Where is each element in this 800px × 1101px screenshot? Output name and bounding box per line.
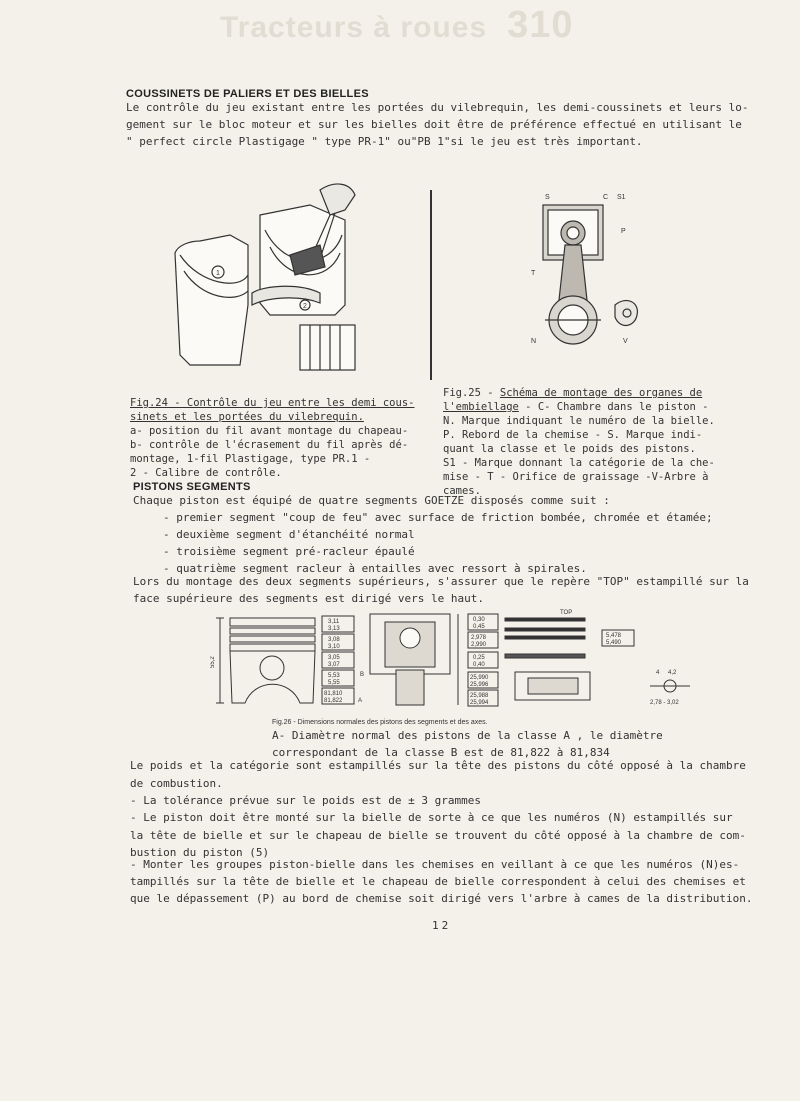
fig26-seg-dim: 25,990 [470, 675, 489, 681]
fig26-note-line: correspondant de la classe B est de 81,822 à 81,834 [272, 746, 610, 759]
fig25-caption: Fig.25 - Schéma de montage des organes de l'embiellage - C- Chambre dans le piston - N. Marque indiquant le numéro de la bielle. P. Rebord de la chemise - S. Marque indi- quant la classe et le poids des pistons. S1 - Marque donnant la catégorie de la che- mise - T - Orifice de graissage -V-Arbre à cames. [443, 387, 715, 497]
fig26-top-label: TOP [560, 610, 573, 616]
paragraph-line: - Le piston doit être monté sur la bielle de sorte à ce que les numéros (N) estampillés sur [130, 811, 733, 824]
fig26-seg-dim: 25,988 [470, 693, 489, 699]
fig26-dim: 3,08 [328, 637, 340, 643]
fig24-label: 1 [216, 270, 220, 277]
fig26-dim: 5,55 [328, 680, 340, 686]
fig25-label-s: S [545, 194, 550, 201]
list-item: - premier segment "coup de feu" avec surface de friction bombée, chromée et étamée; [163, 511, 713, 524]
fig26-dim: 3,07 [328, 662, 340, 668]
fig26-dim: 3,10 [328, 644, 340, 650]
paragraph-line: la tête de bielle et sur le chapeau de bielle se trouvent du côté opposé à la chambre de com- [130, 829, 746, 842]
page-number: 12 [432, 919, 452, 932]
fig26-seg-dim: 0,45 [473, 624, 485, 630]
fig26-dim: 3,13 [328, 626, 340, 632]
paragraph-line: Le contrôle du jeu existant entre les portées du vilebrequin, les demi-coussinets et leurs lo- [126, 101, 749, 114]
fig26-right-dim: 4 [656, 670, 660, 676]
fig26-seg-dim: 0,30 [473, 617, 485, 623]
fig25-label-s1: S1 [617, 194, 626, 201]
paragraph-line: tampillés sur la tête de bielle et le chapeau de bielle correspondent à celui des chemises et [130, 875, 746, 888]
section-heading-coussinets: COUSSINETS DE PALIERS ET DES BIELLES [126, 88, 369, 100]
paragraph-line: face supérieure des segments est dirigé vers le haut. [133, 592, 484, 605]
fig24-caption: Fig.24 - Contrôle du jeu entre les demi cous- sinets et les portées du vilebrequin. a- position du fil avant montage du chapeau- b- contrôle de l'écrasement du fil après dé- montage, 1-fil Plastigage, type PR.1 - 2 - Calibre de contrôle. [130, 397, 415, 479]
list-item: - deuxième segment d'étanchéité normal [163, 528, 415, 541]
fig26-letter-a: A [358, 698, 363, 704]
ghost-header: Tracteurs à roues 310 [220, 4, 574, 46]
fig26-note-line: A- Diamètre normal des pistons de la classe A , le diamètre [272, 729, 663, 742]
fig26-piston-dimensions [210, 608, 740, 720]
paragraph-line: Chaque piston est équipé de quatre segments GOETZE disposés comme suit : [133, 494, 610, 507]
paragraph-line: - Monter les groupes piston-bielle dans les chemises en veillant à ce que les numéros (N)es- [130, 858, 740, 871]
fig26-seg-dim: 25,994 [470, 700, 489, 706]
section-heading-pistons: PISTONS SEGMENTS [133, 481, 251, 493]
fig26-right-dim: 4,2 [668, 670, 677, 676]
fig26-seg-dim: 0,25 [473, 655, 485, 661]
fig26-right-dim: 5,490 [606, 640, 622, 646]
fig25-label-v: V [623, 338, 628, 345]
fig26-dim: 81,822 [324, 698, 343, 704]
fig25-piston-rod-schematic [515, 185, 650, 360]
fig26-seg-dim: 2,978 [471, 635, 487, 641]
fig26-dim: 81,810 [324, 691, 343, 697]
paragraph-line: " perfect circle Plastigage " type PR-1" ou"PB 1"si le jeu est très important. [126, 135, 643, 148]
fig26-seg-dim: 25,996 [470, 682, 489, 688]
fig26-dim: 3,11 [328, 619, 340, 625]
fig26-letter-b: B [360, 672, 365, 678]
paragraph-line: Lors du montage des deux segments supérieurs, s'assurer que le repère "TOP" estampillé sur la [133, 575, 749, 588]
fig26-caption: Fig.26 - Dimensions normales des pistons des segments et des axes. [272, 719, 488, 726]
fig25-label-t: T [531, 270, 536, 277]
fig26-right-dim: 5,478 [606, 633, 622, 639]
fig24-bearing-illustration [170, 175, 405, 375]
paragraph-line: gement sur le bloc moteur et sur les bielles doit être de préférence effectué en utilisant le [126, 118, 742, 131]
paragraph-line: de combustion. [130, 777, 223, 790]
fig26-right-dim: 2,78 - 3,02 [650, 700, 679, 706]
fig26-dim: 5,53 [328, 673, 340, 679]
fig26-dim: 3,05 [328, 655, 340, 661]
fig26-height-label: 55,2 [210, 656, 216, 668]
fig25-label-c: C [603, 194, 609, 201]
paragraph-line: - La tolérance prévue sur le poids est de ± 3 grammes [130, 794, 481, 807]
fig26-seg-dim: 0,40 [473, 662, 485, 668]
fig26-seg-dim: 2,990 [471, 642, 487, 648]
paragraph-line: Le poids et la catégorie sont estampillés sur la tête des pistons du côté opposé à la chambre [130, 759, 746, 772]
paragraph-line: bustion du piston (5) [130, 846, 270, 859]
figure-divider [430, 190, 432, 380]
fig25-label-p: P [621, 228, 626, 235]
list-item: - troisième segment pré-racleur épaulé [163, 545, 415, 558]
fig25-label-n: N [531, 338, 537, 345]
fig24-label: 2 [303, 303, 307, 310]
paragraph-line: que le dépassement (P) au bord de chemise soit dirigé vers l'arbre à cames de la distribution. [130, 892, 753, 905]
list-item: - quatrième segment racleur à entailles avec ressort à spirales. [163, 562, 587, 575]
